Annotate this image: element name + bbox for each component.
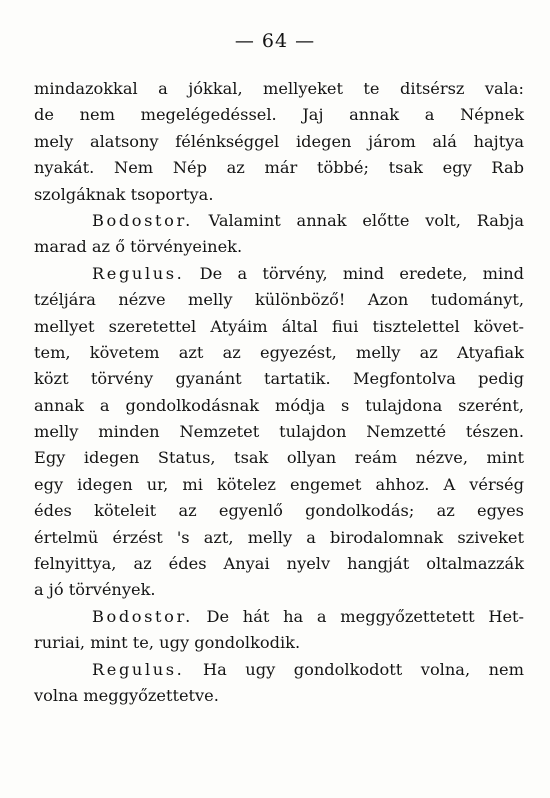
text-line	[34, 630, 524, 656]
text-line	[34, 314, 524, 340]
line-text: volna meggyőzettetve.	[34, 685, 219, 705]
line-text: a jó törvények.	[34, 580, 156, 600]
text-line	[34, 366, 524, 392]
text-line	[34, 657, 524, 683]
text-line	[34, 155, 524, 181]
line-text: ruriai, mint te, ugy gondolkodik.	[34, 633, 301, 653]
line-text: Valamint annak előtte volt, Rabja	[192, 210, 524, 230]
text-line	[34, 234, 524, 260]
paragraph	[34, 657, 524, 710]
speaker-name: Bodostor.	[92, 210, 193, 230]
text-line	[34, 208, 524, 234]
paragraph	[34, 76, 524, 208]
paragraph	[34, 604, 524, 657]
line-text: De a törvény, mind eredete, mind	[184, 263, 524, 283]
text-line	[34, 76, 524, 102]
text-line	[34, 525, 524, 551]
line-text: közt törvény gyanánt tartatik. Megfontolva pedig	[34, 369, 524, 389]
line-text: De hát ha a meggyőzettetett Het-	[192, 606, 524, 626]
text-line	[34, 683, 524, 709]
text-line	[34, 129, 524, 155]
text-line	[34, 340, 524, 366]
speaker-name: Regulus.	[92, 263, 185, 283]
line-text: édes köteleit az egyenlő gondolkodás; az egyes	[34, 501, 524, 521]
body-text	[34, 76, 524, 709]
line-text: melly minden Nemzetet tulajdon Nemzetté tészen.	[34, 422, 524, 442]
page-number: — 64 —	[234, 30, 316, 52]
text-line	[34, 498, 524, 524]
text-line	[34, 393, 524, 419]
text-line	[34, 261, 524, 287]
line-text: felnyittya, az édes Anyai nyelv hangját oltalmazzák	[34, 554, 524, 574]
paragraph	[34, 261, 524, 604]
line-text: Egy idegen Status, tsak ollyan reám nézve, mint	[34, 448, 524, 468]
line-text: egy idegen ur, mi kötelez engemet ahhoz. A vérség	[34, 474, 524, 494]
speaker-name: Regulus.	[92, 659, 185, 679]
line-text: mely alatsony félénkséggel idegen járom alá hajtya	[34, 131, 524, 151]
text-line	[34, 472, 524, 498]
line-text: Ha ugy gondolkodott volna, nem	[184, 659, 524, 679]
text-line	[34, 604, 524, 630]
paragraph	[34, 208, 524, 261]
speaker-name: Bodostor.	[92, 606, 193, 626]
text-line	[34, 419, 524, 445]
line-text: mellyet szeretettel Atyáim által fiui tisztelettel követ-	[34, 316, 524, 336]
line-text: értelmü érzést 's azt, melly a birodalomnak sziveket	[34, 527, 524, 547]
text-line	[34, 445, 524, 471]
line-text: mindazokkal a jókkal, mellyeket te ditsérsz vala:	[34, 79, 524, 98]
line-text: de nem megelégedéssel. Jaj annak a Népnek	[34, 105, 524, 125]
text-line	[34, 182, 524, 208]
text-line	[34, 287, 524, 313]
line-text: szolgáknak tsoportya.	[34, 184, 214, 204]
line-text: tzéljára nézve melly különböző! Azon tudományt,	[34, 290, 524, 310]
line-text: nyakát. Nem Nép az már többé; tsak egy Rab	[34, 158, 524, 178]
text-line	[34, 577, 524, 603]
line-text: annak a gondolkodásnak módja s tulajdona szerént,	[34, 395, 524, 415]
text-line	[34, 551, 524, 577]
text-line	[34, 102, 524, 128]
line-text: marad az ő törvényeinek.	[34, 237, 243, 257]
line-text: tem, követem azt az egyezést, melly az Atyafiak	[34, 342, 524, 362]
